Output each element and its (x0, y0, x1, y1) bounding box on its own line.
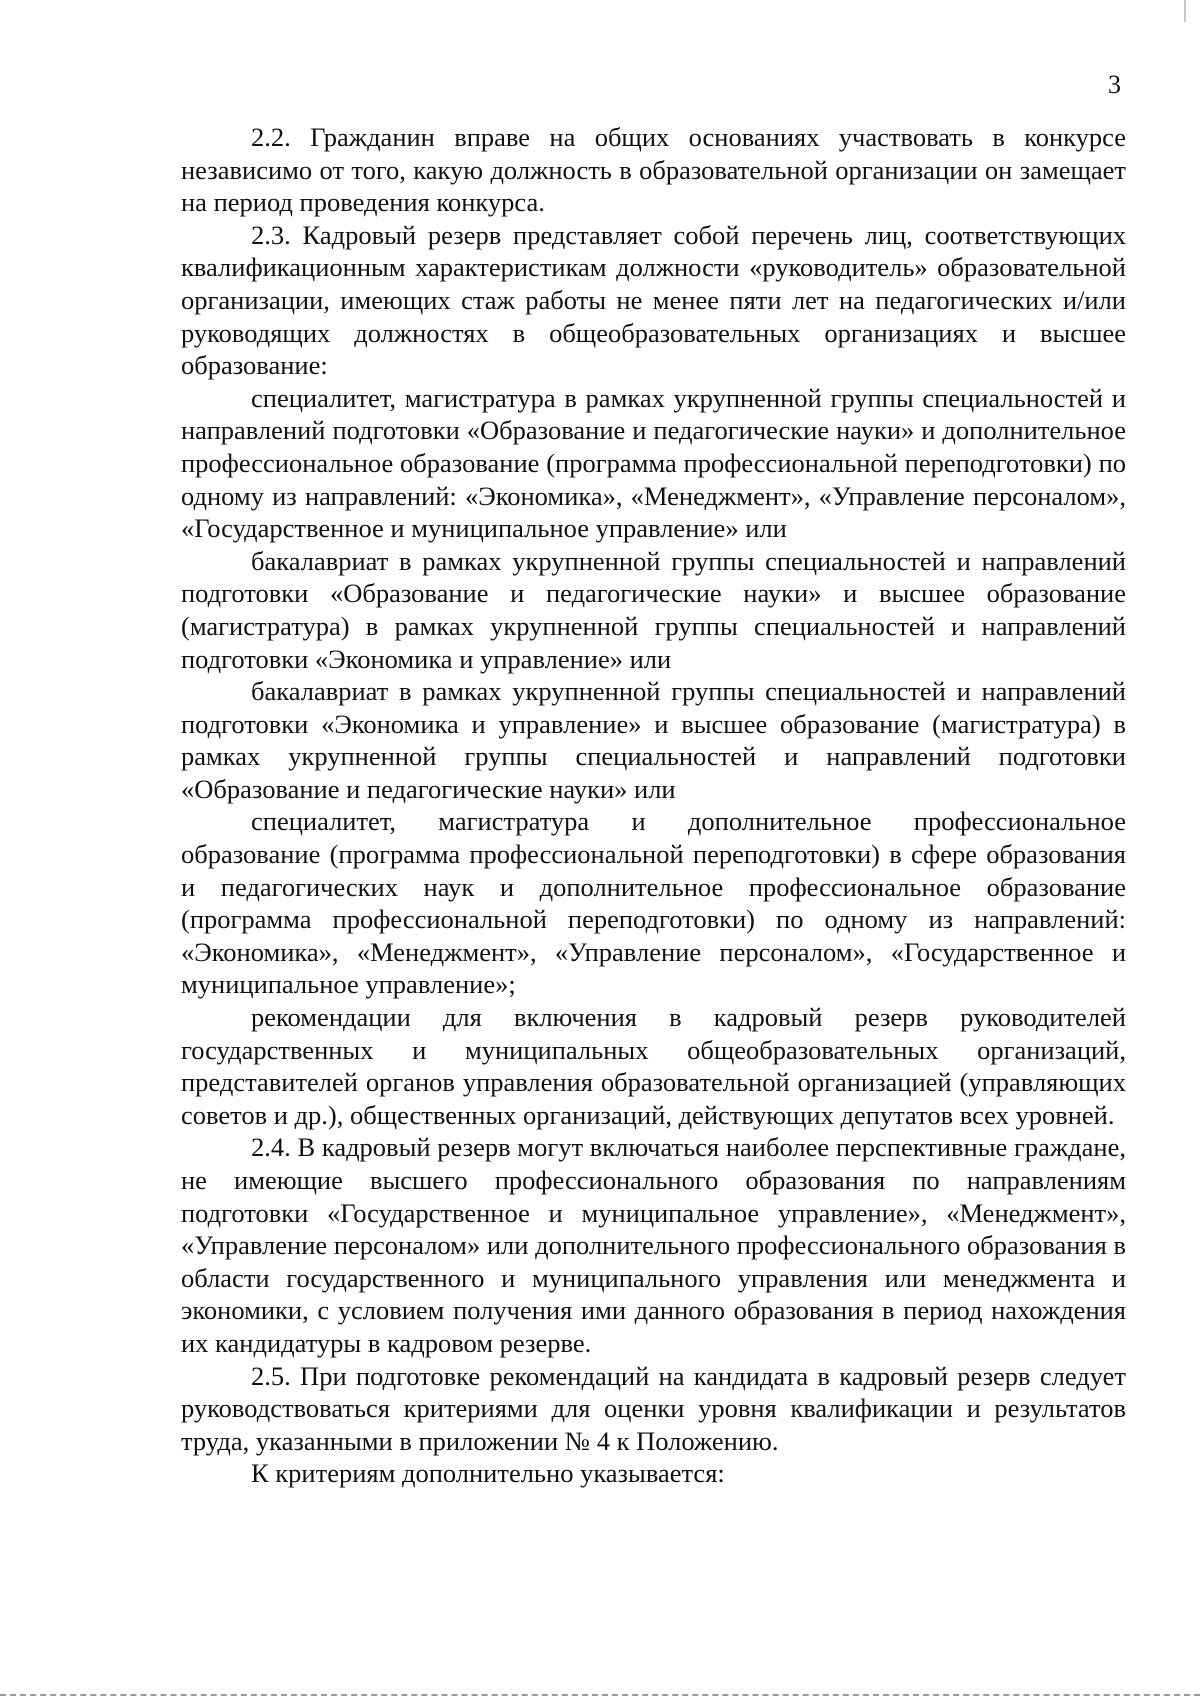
paragraph-bachelor-option-2: бакалавриат в рамках укрупненной группы специальностей и направлений подготовки «Экономика и управление» и высшее образование (магистратура) в рамках укрупненной группы специальностей и направлений подготовки «Образование и педагогические науки» или (181, 676, 1126, 804)
paragraph-recommendations: рекомендации для включения в кадровый резерв руководителей государственных и муниципальных общеобразовательных организаций, представителей органов управления образовательной организацией (управляющих советов и др.), общественных организаций, действующих депутатов всех уровней. (181, 1002, 1126, 1130)
paragraph-specialist-option: специалитет, магистратура в рамках укрупненной группы специальностей и направлений подготовки «Образование и педагогические науки» и дополнительное профессиональное образование (программа профессиональной переподготовки) по одному из направлений: «Экономика», «Менеджмент», «Управление персоналом», «Государственное и муниципальное управление» или (181, 382, 1126, 544)
paragraph-bachelor-option-1: бакалавриат в рамках укрупненной группы специальностей и направлений подготовки «Образование и педагогические науки» и высшее образование (магистратура) в рамках укрупненной группы специальностей и направлений подготовки «Экономика и управление» или (181, 545, 1126, 674)
scan-edge-mark (1184, 0, 1186, 22)
paragraph-2-5: 2.5. При подготовке рекомендаций на кандидата в кадровый резерв следует руководствоваться критериями для оценки уровня квалификации и результатов труда, указанными в приложении № 4 к Положению. (181, 1360, 1126, 1456)
paragraph-specialist-option-2: специалитет, магистратура и дополнительное профессиональное образование (программа профессиональной переподготовки) в сфере образования и педагогических наук и дополнительное профессиональное образование (программа профессиональной переподготовки) по одному из направлений: «Экономика», «Менеджмент», «Управление персоналом», «Государственное и муниципальное управление»; (181, 806, 1126, 1000)
paragraph-2-2: 2.2. Гражданин вправе на общих основаниях участвовать в конкурсе независимо от того, какую должность в образовательной организации он замещает на период проведения конкурса. (181, 122, 1126, 218)
paragraph-criteria: К критериям дополнительно указывается: (251, 1458, 725, 1489)
paragraph-2-3: 2.3. Кадровый резерв представляет собой перечень лиц, соответствующих квалификационным характеристикам должности «руководитель» образовательной организации, имеющих стаж работы не менее пяти лет на педагогических и/или руководящих должностях в общеобразовательных организациях и высшее образование: (181, 219, 1126, 381)
document-body (181, 121, 1126, 1490)
page-number: 3 (1108, 70, 1121, 99)
bottom-scan-edge (0, 1694, 1200, 1696)
paragraph-2-4: 2.4. В кадровый резерв могут включаться наиболее перспективные граждане, не имеющие высшего профессионального образования по направлениям подготовки «Государственное и муниципальное управление», «Менеджмент», «Управление персоналом» или дополнительного профессионального образования в области государственного и муниципального управления или менеджмента и экономики, с условием получения ими данного образования в период нахождения их кандидатуры в кадровом резерве. (181, 1132, 1126, 1358)
